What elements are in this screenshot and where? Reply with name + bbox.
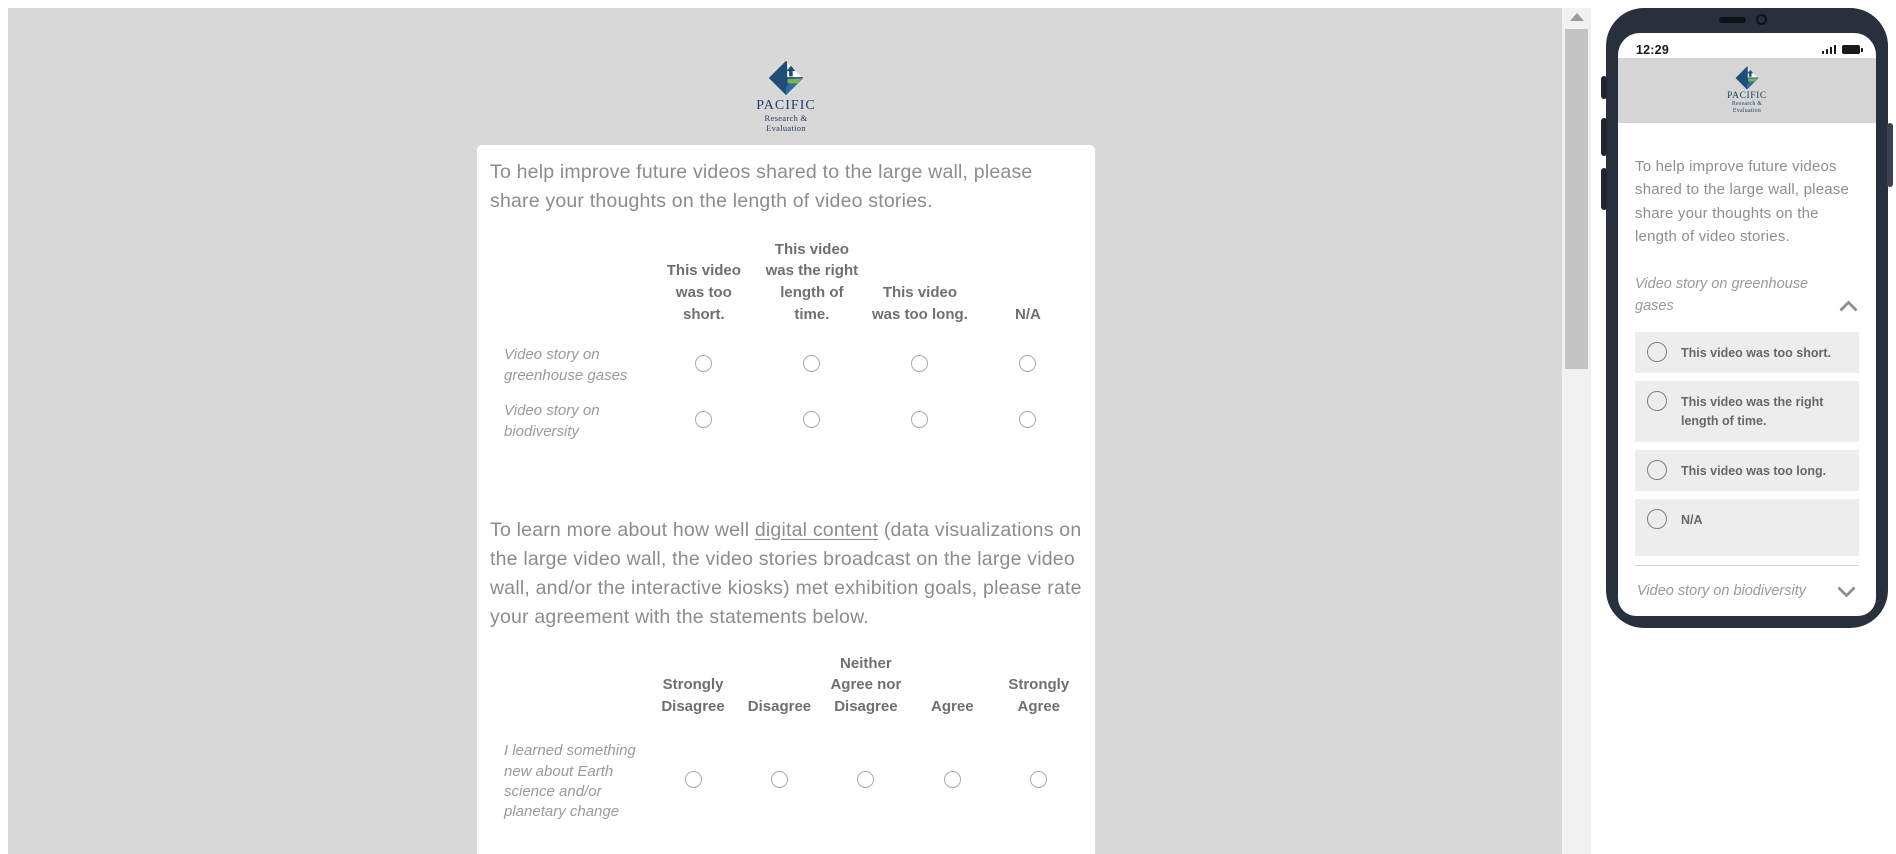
radio-button[interactable]	[944, 771, 961, 788]
phone-brand-name: PACIFIC	[1727, 91, 1767, 102]
phone-survey-content	[1618, 123, 1876, 603]
matrix-column-header: Strongly Agree	[1008, 676, 1070, 715]
radio-button[interactable]	[803, 411, 820, 428]
phone-status-bar	[1618, 33, 1876, 58]
radio-button[interactable]	[1019, 411, 1036, 428]
question-2-text-before: To learn more about how well	[490, 518, 755, 541]
scroll-up-icon[interactable]	[1570, 13, 1584, 21]
option-row[interactable]	[1635, 332, 1859, 373]
option-row[interactable]	[1635, 450, 1859, 491]
accordion-label: Video story on biodiversity	[1637, 583, 1806, 600]
radio-button[interactable]	[803, 355, 820, 372]
brand-tagline-2: Evaluation	[766, 122, 806, 133]
radio-button[interactable]	[1019, 355, 1036, 372]
option-label: This video was the right length of time.	[1681, 394, 1824, 429]
option-row[interactable]	[1635, 499, 1859, 556]
matrix-row-label: Video story on greenhouse gases	[504, 346, 628, 384]
question-2-matrix	[490, 653, 1082, 834]
phone-mockup	[1606, 8, 1888, 628]
question-1-text: To help improve future videos shared to the large wall, please share your thoughts on the length of video stories.	[490, 161, 1033, 213]
accordion-header-greenhouse-gases[interactable]	[1635, 274, 1859, 318]
option-radio-button[interactable]	[1647, 391, 1667, 411]
radio-button[interactable]	[685, 771, 702, 788]
option-radio-button[interactable]	[1647, 342, 1667, 362]
matrix-column-header: This video was too short.	[666, 262, 741, 323]
accordion-options-list	[1635, 332, 1859, 557]
brand-logo-mark	[768, 60, 804, 96]
option-radio-button[interactable]	[1647, 509, 1667, 529]
phone-brand-tagline-2: Evaluation	[1732, 108, 1762, 114]
phone-screen	[1618, 33, 1876, 616]
brand-name: PACIFIC	[756, 98, 816, 113]
phone-power-button	[1887, 123, 1893, 187]
brand-tagline-1: Research &	[764, 113, 808, 123]
accordion-label: Video story on greenhouse gases	[1635, 276, 1809, 314]
matrix-row-label: Video story on biodiversity	[504, 402, 600, 440]
phone-question-1-text: To help improve future videos shared to the large wall, please share your thoughts on the length of video stories.	[1635, 158, 1850, 245]
preview-scrollbar[interactable]	[1562, 8, 1591, 854]
radio-button[interactable]	[695, 411, 712, 428]
phone-speaker-icon	[1719, 17, 1746, 23]
brand-logo	[477, 60, 1095, 134]
option-label: This video was too long.	[1681, 463, 1827, 478]
radio-button[interactable]	[771, 771, 788, 788]
option-radio-button[interactable]	[1647, 460, 1667, 480]
option-label: N/A	[1681, 513, 1703, 527]
chevron-down-icon	[1837, 579, 1855, 597]
phone-brand-logo	[1727, 66, 1767, 114]
question-2-text-after: (data visualizations on the large video wall, the video stories broadcast on the large video wall, and/or the interactive kiosks) met exhibition goals, please rate your agreement with the statements below.	[490, 518, 1082, 629]
question-1-matrix	[490, 239, 1082, 450]
digital-content-link[interactable]: digital content	[754, 518, 879, 541]
chevron-up-icon	[1839, 300, 1857, 318]
phone-side-button	[1601, 76, 1607, 99]
option-row[interactable]	[1635, 381, 1859, 442]
radio-button[interactable]	[911, 355, 928, 372]
phone-volume-down-button	[1601, 168, 1607, 210]
battery-icon	[1842, 45, 1860, 54]
matrix-column-header: Strongly Disagree	[661, 676, 725, 715]
radio-button[interactable]	[857, 771, 874, 788]
status-time: 12:29	[1636, 42, 1669, 57]
phone-survey-header	[1618, 58, 1876, 123]
matrix-row-label: I learned something new about Earth science and/or planetary change	[504, 742, 636, 820]
matrix-row	[490, 338, 1082, 394]
phone-camera-icon	[1756, 14, 1767, 25]
signal-icon	[1822, 45, 1837, 54]
phone-brand-logo-mark	[1735, 66, 1759, 90]
matrix-row	[490, 730, 1082, 834]
question-2-text	[490, 516, 1082, 633]
matrix-column-header: This video was too long.	[871, 284, 968, 323]
matrix-column-header: Agree	[931, 698, 974, 715]
matrix-row	[490, 394, 1082, 450]
radio-button[interactable]	[1030, 771, 1047, 788]
radio-button[interactable]	[695, 355, 712, 372]
radio-button[interactable]	[911, 411, 928, 428]
matrix-column-header: Neither Agree nor Disagree	[830, 654, 902, 715]
phone-brand-tagline-1: Research &	[1731, 101, 1763, 108]
matrix-column-header: This video was the right length of time.	[765, 240, 859, 323]
phone-volume-up-button	[1601, 118, 1607, 156]
accordion-header-biodiversity[interactable]	[1635, 566, 1859, 603]
survey-card	[477, 145, 1095, 854]
matrix-column-header: N/A	[1015, 305, 1041, 323]
matrix-column-header: Disagree	[747, 698, 812, 715]
scrollbar-thumb[interactable]	[1565, 29, 1588, 369]
option-label: This video was too short.	[1681, 345, 1832, 360]
matrix-corner	[490, 239, 650, 338]
matrix-corner	[490, 653, 650, 730]
